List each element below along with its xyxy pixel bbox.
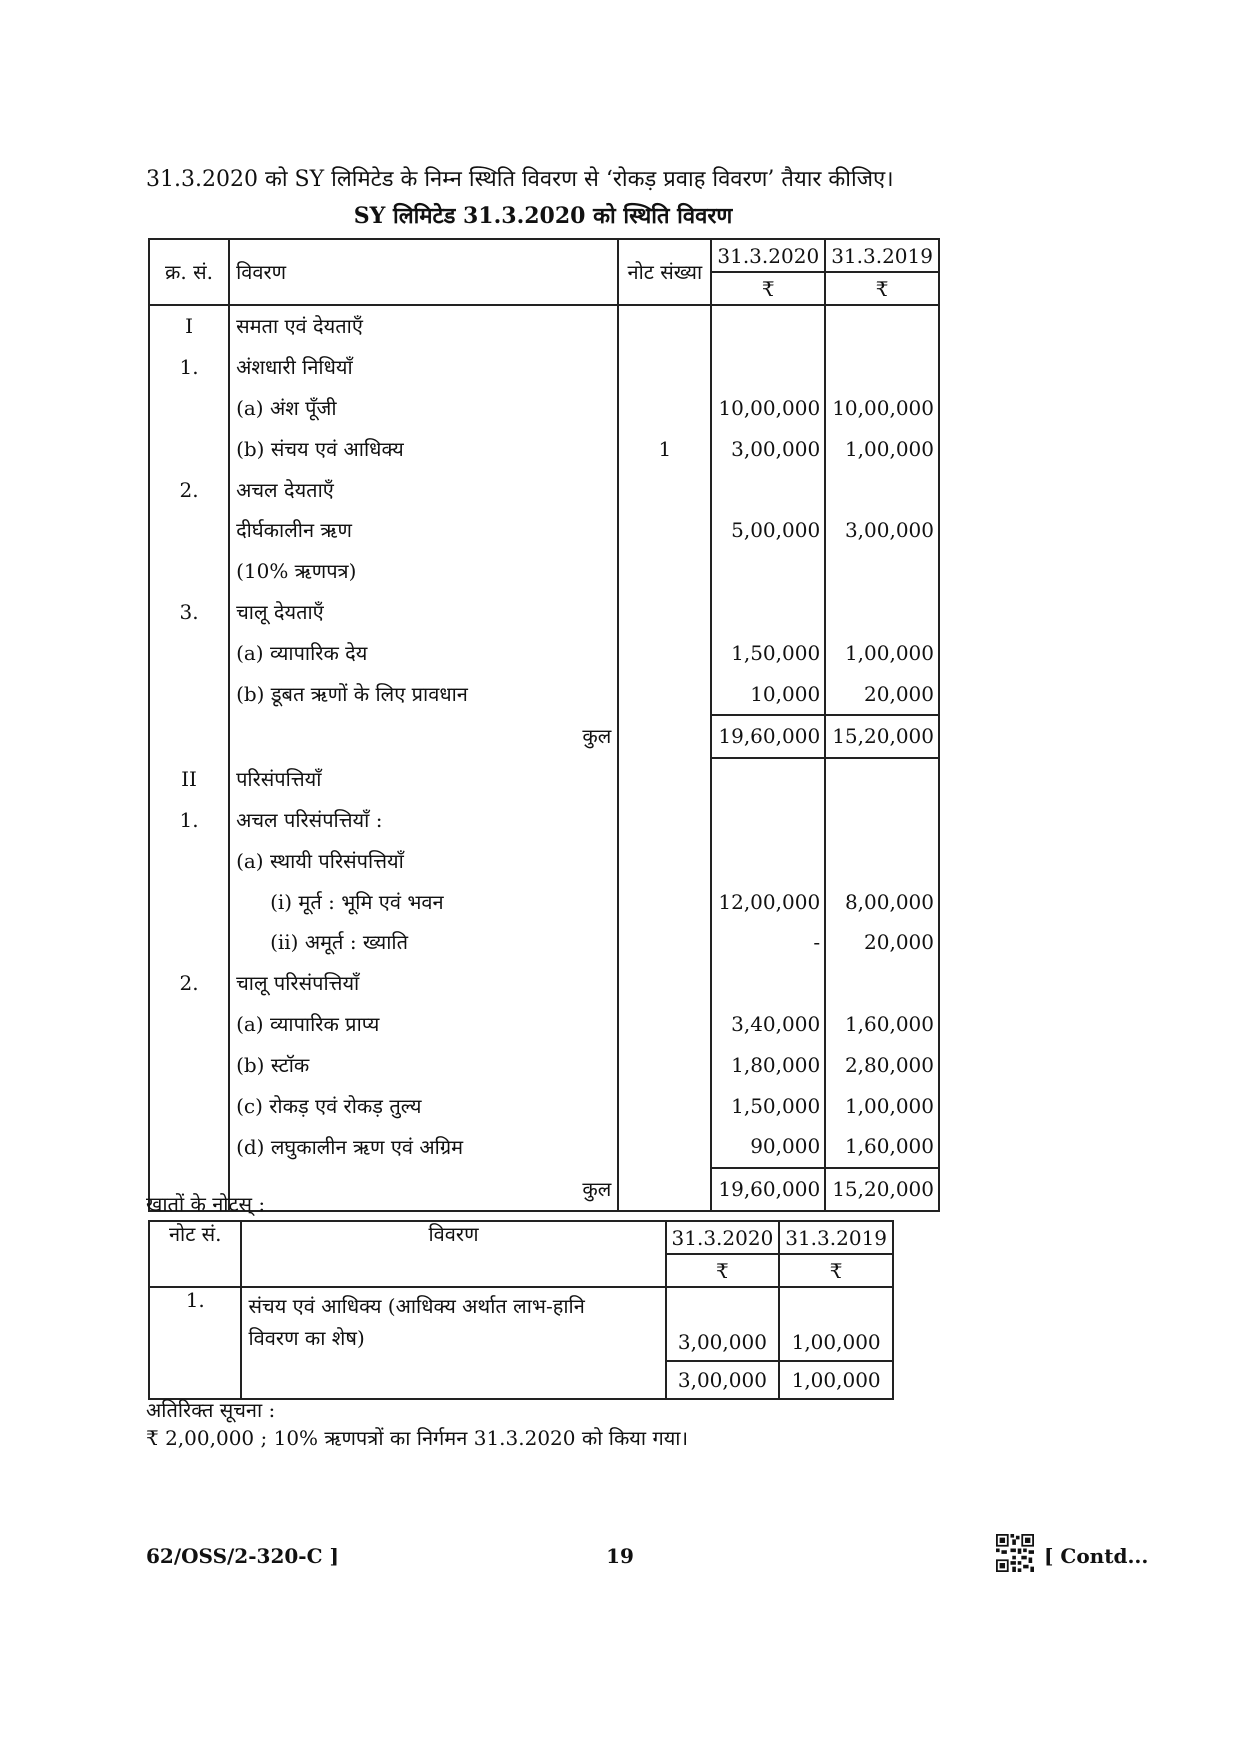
row-value-2020: 10,000	[711, 673, 825, 715]
row-value-2019: 1,00,000	[825, 632, 939, 673]
row-particulars: अचल देयताएँ	[229, 469, 618, 510]
row-note	[618, 1044, 711, 1085]
paper-code: 62/OSS/2-320-C ]	[146, 1544, 339, 1568]
page-number: 19	[606, 1544, 634, 1568]
row-particulars: (10% ऋणपत्र)	[229, 551, 618, 592]
row-particulars: (a) स्थायी परिसंपत्तियाँ	[229, 840, 618, 881]
row-particulars: चालू देयताएँ	[229, 592, 618, 633]
notes-header-no: नोट सं.	[149, 1221, 241, 1287]
table-row	[149, 551, 939, 592]
row-sno	[149, 1004, 229, 1045]
notes-empty-cell	[779, 1287, 893, 1324]
row-value-2020	[711, 551, 825, 592]
row-particulars: (c) रोकड़ एवं रोकड़ तुल्य	[229, 1085, 618, 1126]
row-particulars: कुल	[229, 1168, 618, 1211]
row-value-2020: 3,00,000	[711, 428, 825, 469]
notes-header-2019: 31.3.2019	[779, 1221, 893, 1254]
table-row	[149, 673, 939, 715]
row-value-2019: 2,80,000	[825, 1044, 939, 1085]
notes-row-line1	[149, 1287, 893, 1324]
row-particulars: समता एवं देयताएँ	[229, 305, 618, 347]
notes-value-2020: 3,00,000	[666, 1324, 780, 1361]
row-note	[618, 469, 711, 510]
notes-row-text-line2: विवरण का शेष)	[248, 1326, 365, 1350]
row-particulars: (b) संचय एवं आधिक्य	[229, 428, 618, 469]
row-value-2020	[711, 469, 825, 510]
row-note	[618, 715, 711, 758]
table-row	[149, 388, 939, 429]
row-particulars: (a) अंश पूँजी	[229, 388, 618, 429]
row-particulars: दीर्घकालीन ऋण	[229, 510, 618, 551]
qr-code-icon	[996, 1534, 1034, 1572]
row-particulars: (a) व्यापारिक प्राप्य	[229, 1004, 618, 1045]
row-note	[618, 1126, 711, 1168]
row-value-2019	[825, 347, 939, 388]
row-sno	[149, 632, 229, 673]
row-value-2020: 3,40,000	[711, 1004, 825, 1045]
row-value-2019: 8,00,000	[825, 881, 939, 922]
row-particulars: (d) लघुकालीन ऋण एवं अग्रिम	[229, 1126, 618, 1168]
row-note	[618, 1004, 711, 1045]
row-note	[618, 922, 711, 963]
row-value-2019: 20,000	[825, 922, 939, 963]
notes-total-2019: 1,00,000	[779, 1361, 893, 1399]
notes-row-text-line1: संचय एवं आधिक्य (आधिक्य अर्थात लाभ-हानि	[248, 1294, 585, 1318]
row-particulars: परिसंपत्तियाँ	[229, 758, 618, 800]
row-sno	[149, 881, 229, 922]
row-sno	[149, 840, 229, 881]
row-value-2019	[825, 800, 939, 841]
row-value-2020	[711, 840, 825, 881]
row-sno: I	[149, 305, 229, 347]
row-value-2019: 1,00,000	[825, 428, 939, 469]
row-value-2020: 1,50,000	[711, 1085, 825, 1126]
balance-sheet-table	[148, 238, 940, 1212]
row-sno	[149, 1126, 229, 1168]
row-value-2020: 90,000	[711, 1126, 825, 1168]
row-particulars: (b) स्टॉक	[229, 1044, 618, 1085]
row-sno	[149, 922, 229, 963]
notes-label: खातों के नोटस् :	[146, 1192, 266, 1216]
row-note	[618, 840, 711, 881]
row-value-2020: 19,60,000	[711, 715, 825, 758]
notes-total-2020: 3,00,000	[666, 1361, 780, 1399]
row-sno: 1.	[149, 800, 229, 841]
row-sno: 3.	[149, 592, 229, 633]
row-note	[618, 347, 711, 388]
row-sno: 2.	[149, 469, 229, 510]
currency-symbol: ₹	[779, 1254, 893, 1287]
header-particulars: विवरण	[229, 239, 618, 305]
row-value-2019: 10,00,000	[825, 388, 939, 429]
table-row	[149, 1085, 939, 1126]
row-value-2019	[825, 469, 939, 510]
row-value-2019	[825, 840, 939, 881]
row-value-2020	[711, 592, 825, 633]
row-sno	[149, 388, 229, 429]
row-value-2020: 5,00,000	[711, 510, 825, 551]
row-value-2020: 1,50,000	[711, 632, 825, 673]
row-value-2019	[825, 305, 939, 347]
currency-symbol: ₹	[711, 272, 825, 305]
row-value-2020: 10,00,000	[711, 388, 825, 429]
notes-table	[148, 1220, 894, 1400]
notes-empty-cell	[666, 1287, 780, 1324]
currency-symbol: ₹	[825, 272, 939, 305]
row-note	[618, 673, 711, 715]
row-value-2019: 20,000	[825, 673, 939, 715]
row-particulars: कुल	[229, 715, 618, 758]
notes-value-2019: 1,00,000	[779, 1324, 893, 1361]
row-note	[618, 305, 711, 347]
row-value-2020	[711, 800, 825, 841]
row-note	[618, 551, 711, 592]
row-particulars: चालू परिसंपत्तियाँ	[229, 963, 618, 1004]
row-sno	[149, 1044, 229, 1085]
table-row	[149, 592, 939, 633]
table-row	[149, 510, 939, 551]
row-note	[618, 800, 711, 841]
row-value-2019	[825, 551, 939, 592]
table-row	[149, 758, 939, 800]
row-value-2020: -	[711, 922, 825, 963]
row-note	[618, 758, 711, 800]
table-row	[149, 305, 939, 347]
notes-header-row	[149, 1221, 893, 1254]
row-note	[618, 388, 711, 429]
row-particulars: अंशधारी निधियाँ	[229, 347, 618, 388]
total-row	[149, 715, 939, 758]
row-sno	[149, 673, 229, 715]
row-sno: II	[149, 758, 229, 800]
total-row	[149, 1168, 939, 1211]
table-row	[149, 1044, 939, 1085]
row-value-2020: 19,60,000	[711, 1168, 825, 1211]
header-sno: क्र. सं.	[149, 239, 229, 305]
row-sno: 2.	[149, 963, 229, 1004]
table-row	[149, 800, 939, 841]
row-note	[618, 881, 711, 922]
row-sno	[149, 428, 229, 469]
row-value-2020: 1,80,000	[711, 1044, 825, 1085]
table-row	[149, 428, 939, 469]
row-sno	[149, 715, 229, 758]
row-value-2019	[825, 758, 939, 800]
row-value-2019: 1,60,000	[825, 1126, 939, 1168]
table-row	[149, 1004, 939, 1045]
table-row	[149, 963, 939, 1004]
row-particulars: (i) मूर्त : भूमि एवं भवन	[229, 881, 618, 922]
row-value-2020	[711, 305, 825, 347]
additional-info-text: ₹ 2,00,000 ; 10% ऋणपत्रों का निर्गमन 31.3.2020 को किया गया।	[146, 1426, 689, 1450]
row-value-2019	[825, 592, 939, 633]
notes-row-no: 1.	[149, 1287, 241, 1399]
row-particulars: (a) व्यापारिक देय	[229, 632, 618, 673]
row-particulars: (ii) अमूर्त : ख्याति	[229, 922, 618, 963]
row-sno: 1.	[149, 347, 229, 388]
additional-info-label: अतिरिक्त सूचना :	[146, 1398, 276, 1422]
row-note	[618, 592, 711, 633]
row-note	[618, 510, 711, 551]
table-row	[149, 632, 939, 673]
row-note	[618, 1085, 711, 1126]
row-value-2020: 12,00,000	[711, 881, 825, 922]
table-row	[149, 1126, 939, 1168]
row-value-2019: 15,20,000	[825, 1168, 939, 1211]
table-row	[149, 840, 939, 881]
continued-label: [ Contd...	[1044, 1544, 1149, 1568]
row-sno	[149, 510, 229, 551]
notes-header-particulars: विवरण	[241, 1221, 665, 1287]
row-value-2019: 1,60,000	[825, 1004, 939, 1045]
statement-title: SY लिमिटेड 31.3.2020 को स्थिति विवरण	[353, 203, 733, 229]
notes-header-2020: 31.3.2020	[666, 1221, 780, 1254]
row-value-2019: 3,00,000	[825, 510, 939, 551]
question-intro: 31.3.2020 को SY लिमिटेड के निम्न स्थिति विवरण से ‘रोकड़ प्रवाह विवरण’ तैयार कीजिए।	[146, 167, 894, 192]
row-value-2019: 15,20,000	[825, 715, 939, 758]
row-particulars: (b) डूबत ऋणों के लिए प्रावधान	[229, 673, 618, 715]
table-row	[149, 347, 939, 388]
row-sno	[149, 1085, 229, 1126]
row-note: 1	[618, 428, 711, 469]
row-value-2020	[711, 347, 825, 388]
currency-symbol: ₹	[666, 1254, 780, 1287]
table-header-row	[149, 239, 939, 272]
header-2020: 31.3.2020	[711, 239, 825, 272]
row-note	[618, 1168, 711, 1211]
row-note	[618, 963, 711, 1004]
table-row	[149, 469, 939, 510]
table-row	[149, 881, 939, 922]
header-2019: 31.3.2019	[825, 239, 939, 272]
row-value-2020	[711, 963, 825, 1004]
row-value-2020	[711, 758, 825, 800]
row-note	[618, 632, 711, 673]
row-sno	[149, 551, 229, 592]
header-note: नोट संख्या	[618, 239, 711, 305]
row-particulars: अचल परिसंपत्तियाँ :	[229, 800, 618, 841]
row-value-2019	[825, 963, 939, 1004]
table-row	[149, 922, 939, 963]
row-value-2019: 1,00,000	[825, 1085, 939, 1126]
notes-row-text	[241, 1287, 665, 1399]
